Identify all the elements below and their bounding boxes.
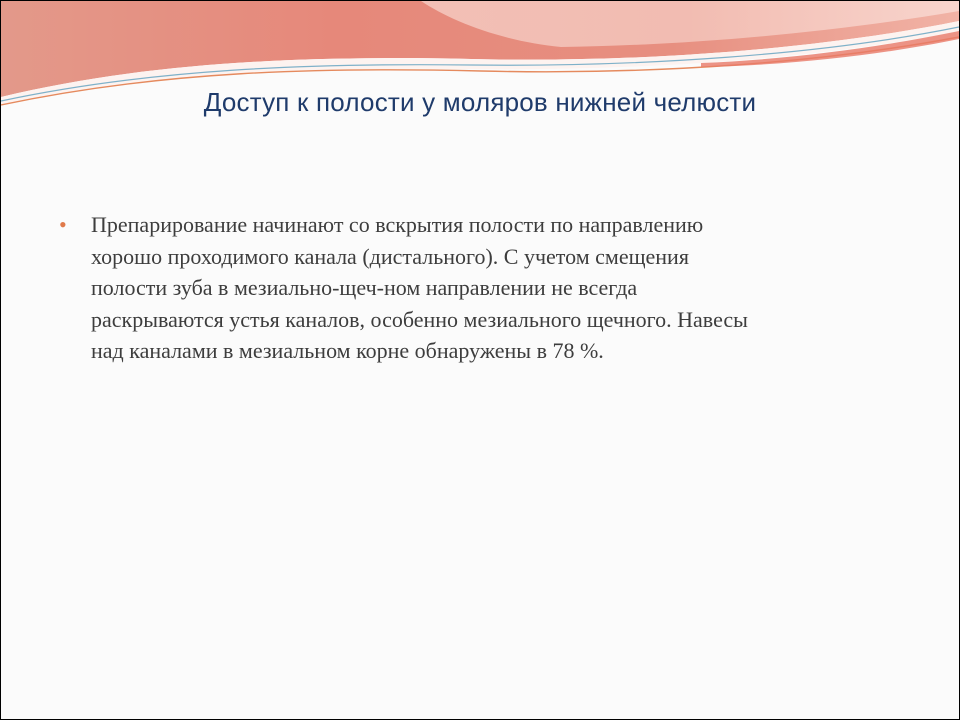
list-item	[59, 209, 879, 367]
slide-title: Доступ к полости у моляров нижней челюсти	[203, 87, 757, 117]
slide-body	[59, 209, 879, 367]
bullet-text: Препарирование начинают со вскрытия полости по направлению хорошо проходимого канала (дистального). С учетом смещения полости зуба в мезиально-щеч-ном направлении не всегда раскрываются устья каналов, особенно мезиального щечного. Навесы над каналами в мезиальном корне обнаружены в 78 %.	[91, 212, 748, 363]
bullet-dot-icon: •	[59, 212, 67, 237]
